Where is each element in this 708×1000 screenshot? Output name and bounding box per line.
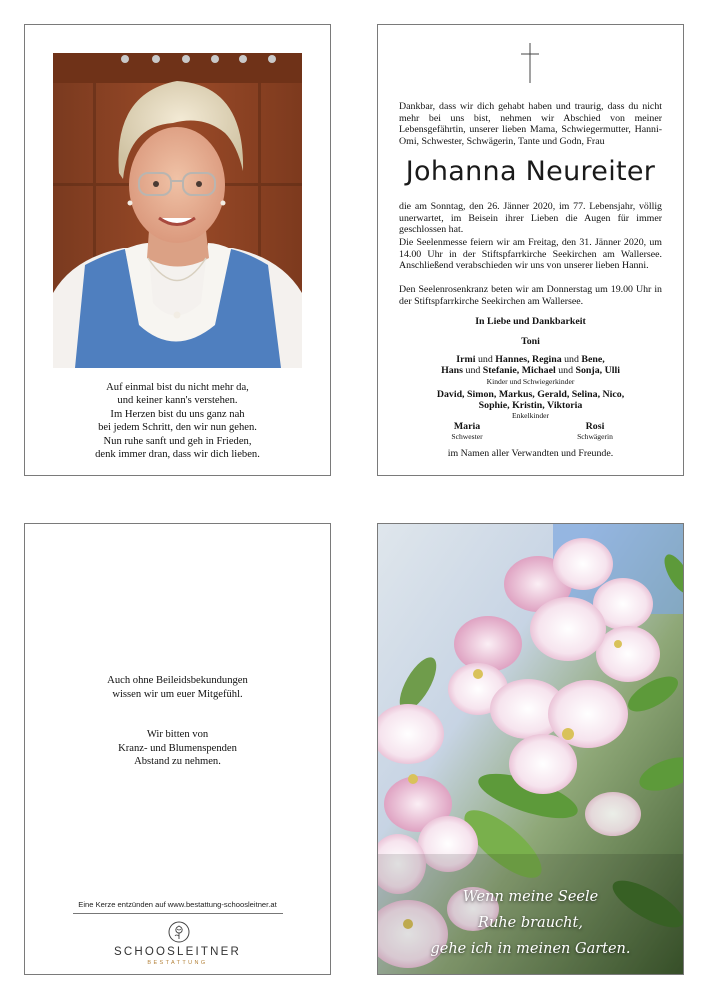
cross-icon [521, 43, 539, 83]
portrait-photo [53, 53, 302, 368]
child-name: Stefanie, Michael [482, 365, 556, 376]
garden-quote [378, 884, 683, 962]
poem-line: Nun ruhe sanft und geh in Frieden, [103, 435, 252, 447]
poem-line: denk immer dran, dass wir dich lieben. [95, 449, 260, 461]
poem-line: Im Herzen bist du uns ganz nah [110, 408, 245, 420]
sister-caption: Schwester [451, 432, 483, 441]
sister-in-law-caption: Schwägerin [577, 432, 613, 441]
condolences-text [25, 674, 330, 701]
quote-line: Ruhe braucht, [478, 915, 583, 931]
child-name: Irmi [456, 354, 476, 365]
mass-text: Die Seelenmesse feiern wir am Freitag, den 31. Jänner 2020, um 14.00 Uhr in der Stiftspfarrkirche Seekirchen am Wallersee. Anschließend verabschieden wir uns von unserer lieben Hanni. [399, 237, 662, 272]
rose-logo-icon [168, 921, 190, 943]
conjunction: und [558, 365, 574, 376]
request-line: Wir bitten von [146, 729, 209, 740]
quote-line: Wenn meine Seele [462, 889, 599, 905]
partner-name: Toni [521, 336, 540, 347]
brand-name: SCHOOSLEITNER [113, 946, 241, 958]
request-line: Abstand zu nehmen. [134, 756, 221, 768]
closing-line: In Liebe und Dankbarkeit [475, 316, 586, 327]
grandchildren-caption: Enkelkinder [511, 411, 550, 420]
portrait-panel [24, 24, 331, 476]
sister-name: Maria [453, 421, 481, 432]
poem-line: bei jedem Schritt, den wir nun gehen. [98, 422, 257, 434]
back-panel [24, 523, 331, 975]
notice-panel [377, 24, 684, 476]
sister [427, 421, 507, 441]
intro-text: Dankbar, dass wir dich gehabt haben und traurig, dass du nicht mehr bei uns bist, nehmen wir Abschied von meiner Lebensgefährtin, unserer lieben Mama, Schwiegermutter, Hanni-Omi, Schwester, Schwägerin, Tante und Godn, Frau [399, 101, 662, 147]
child-name: Hans [441, 365, 464, 376]
candle-link[interactable]: Eine Kerze entzünden auf www.bestattung-schoosleitner.at [78, 900, 277, 909]
poem [25, 381, 330, 461]
child-name: Sonja, Ulli [575, 365, 620, 376]
children-line-1 [378, 354, 683, 365]
child-name: Bene, [581, 354, 605, 365]
condolences-line: Auch ohne Beileidsbekundungen [107, 675, 248, 686]
quote-line: gehe ich in meinen Garten. [430, 941, 631, 957]
cover-panel [377, 523, 684, 975]
death-text: die am Sonntag, den 26. Jänner 2020, im 77. Lebensjahr, völlig unerwartet, im Beisein ihrer Lieben die Augen für immer geschlossen hat. [399, 201, 662, 236]
rosary-text: Den Seelenrosenkranz beten wir am Donnerstag um 19.00 Uhr in der Stiftspfarrkirche Seekirchen am Wallersee. [399, 284, 662, 307]
request-line: Kranz- und Blumenspenden [118, 742, 237, 754]
children-caption: Kinder und Schwiegerkinder [486, 377, 575, 386]
flower-request-text [25, 728, 330, 769]
poem-line: und keiner kann's verstehen. [117, 395, 238, 407]
grandchildren-line-2: Sophie, Kristin, Viktoria [478, 400, 583, 411]
brand-subtitle: BESTATTUNG [147, 960, 208, 966]
poem-line: Auf einmal bist du nicht mehr da, [106, 382, 249, 393]
conjunction: und [564, 354, 579, 365]
child-name: Hannes, Regina [495, 354, 562, 365]
children-line-2 [378, 365, 683, 376]
relatives-line: im Namen aller Verwandten und Freunde. [447, 448, 614, 459]
grandchildren-line-1: David, Simon, Markus, Gerald, Selina, Nico, [436, 389, 625, 400]
condolences-line: wissen wir um euer Mitgefühl. [112, 688, 243, 700]
deceased-name: Johanna Neureiter [405, 156, 656, 187]
divider [73, 913, 283, 914]
sister-in-law-name: Rosi [585, 421, 605, 432]
conjunction: und [465, 365, 481, 376]
conjunction: und [477, 354, 493, 365]
sister-in-law [555, 421, 635, 441]
